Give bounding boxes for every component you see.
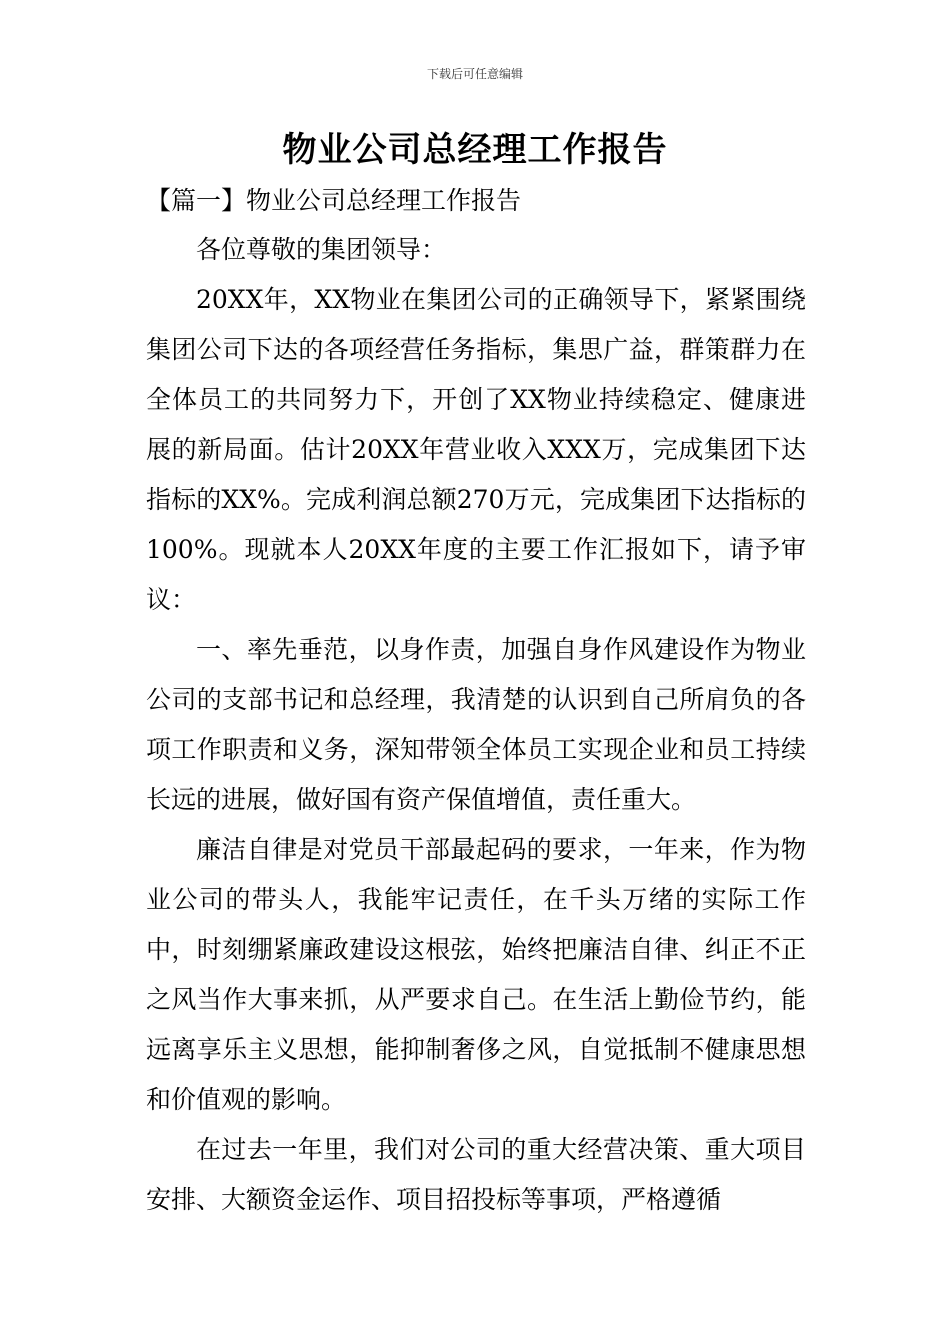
document-body bbox=[146, 225, 806, 1225]
page-header-note: 下载后可任意编辑 bbox=[426, 67, 523, 81]
paragraph: 20XX年，XX物业在集团公司的正确领导下，紧紧围绕集团公司下达的各项经营任务指标，集思广益，群策群力在全体员工的共同努力下，开创了XX物业持续稳定、健康进展的新局面。估计20XX年营业收入XXX万，完成集团下达指标的XX%。完成利润总额270万元，完成集团下达指标的100%。现就本人20XX年度的主要工作汇报如下，请予审议： bbox=[146, 285, 806, 614]
paragraph: 一、率先垂范，以身作责，加强自身作风建设作为物业公司的支部书记和总经理，我清楚的认识到自己所肩负的各项工作职责和义务，深知带领全体员工实现企业和员工持续长远的进展，做好国有资产保值增值，责任重大。 bbox=[146, 635, 806, 814]
document-title: 物业公司总经理工作报告 bbox=[282, 130, 668, 170]
paragraph: 廉洁自律是对党员干部最起码的要求，一年来，作为物业公司的带头人，我能牢记责任，在千头万绪的实际工作中，时刻绷紧廉政建设这根弦，始终把廉洁自律、纠正不正之风当作大事来抓，从严要求自己。在生活上勤俭节约，能远离享乐主义思想，能抑制奢侈之风，自觉抵制不健康思想和价值观的影响。 bbox=[146, 835, 806, 1114]
section-heading: 【篇一】物业公司总经理工作报告 bbox=[146, 186, 522, 215]
paragraph: 在过去一年里，我们对公司的重大经营决策、重大项目安排、大额资金运作、项目招投标等事项，严格遵循 bbox=[146, 1135, 806, 1214]
paragraph-salutation: 各位尊敬的集团领导： bbox=[196, 235, 447, 264]
